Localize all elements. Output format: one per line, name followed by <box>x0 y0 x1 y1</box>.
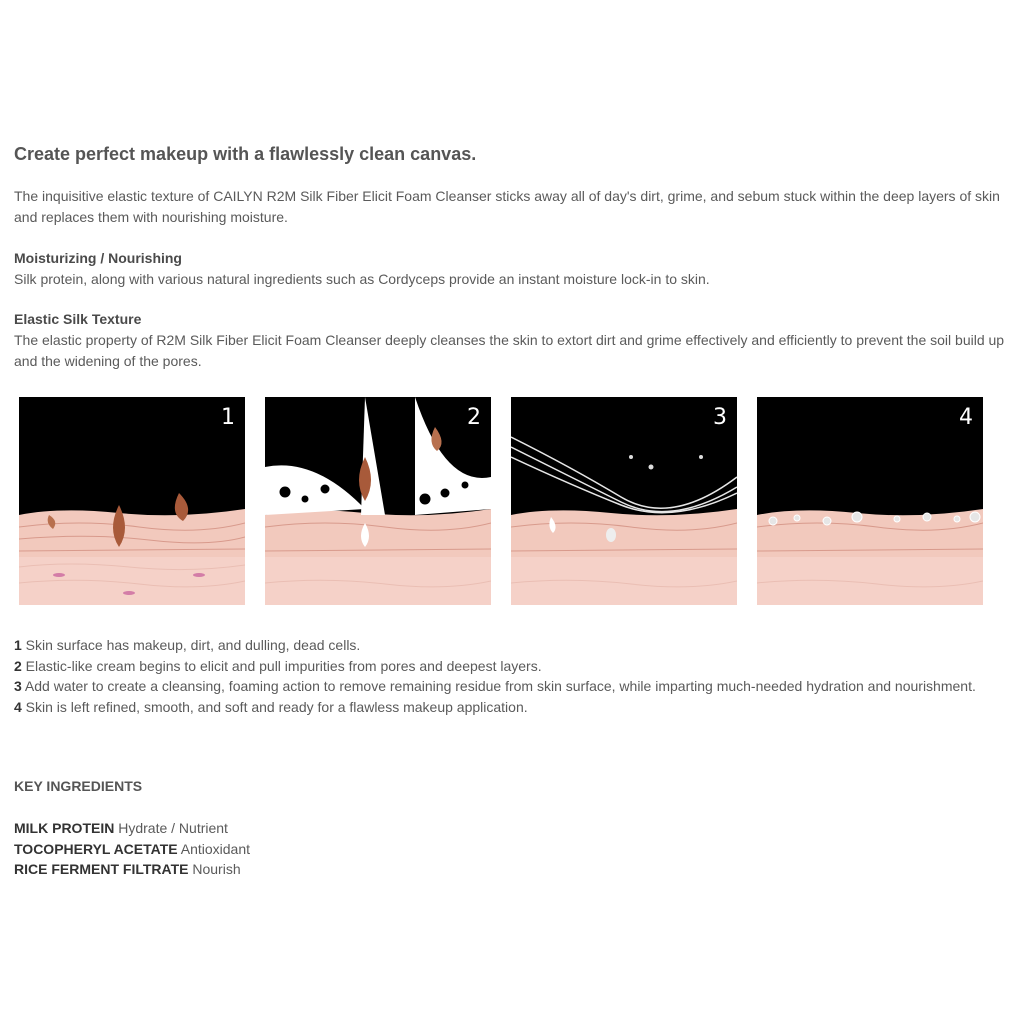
process-illustrations <box>19 397 983 605</box>
section-text-elastic: The elastic property of R2M Silk Fiber Elicit Foam Cleanser deeply cleanses the skin to extort dirt and grime effectively and efficiently to prevent the soil build up and the widening of the pores. <box>14 332 1005 369</box>
step-item: 1 Skin surface has makeup, dirt, and dulling, dead cells. <box>14 637 361 653</box>
step-item: 3 Add water to create a cleansing, foaming action to remove remaining residue from skin surface, while imparting much-needed hydration and nourishment. <box>14 678 976 695</box>
pull-impurities-illustration <box>265 397 491 605</box>
water-foam-illustration <box>511 397 737 605</box>
clean-skin-illustration <box>757 397 983 605</box>
ingredient-item: TOCOPHERYL ACETATE Antioxidant <box>14 840 250 857</box>
ingredient-item: MILK PROTEIN Hydrate / Nutrient <box>14 820 228 836</box>
panel-number: 2 <box>467 405 481 430</box>
page-headline: Create perfect makeup with a flawlessly clean canvas. <box>14 144 477 164</box>
process-panel-3 <box>511 397 737 605</box>
intro-paragraph: The inquisitive elastic texture of CAILYN R2M Silk Fiber Elicit Foam Cleanser sticks away all of day's dirt, grime, and sebum stuck within the deep layers of skin and replaces them with nourishing moisture. <box>14 188 1000 225</box>
skin-dirt-illustration <box>19 397 245 605</box>
panel-number: 4 <box>959 405 973 430</box>
section-title-moisturizing: Moisturizing / Nourishing <box>14 250 182 266</box>
step-item: 2 Elastic-like cream begins to elicit and pull impurities from pores and deepest layers. <box>14 657 542 674</box>
step-item: 4 Skin is left refined, smooth, and soft and ready for a flawless makeup application. <box>14 698 528 715</box>
ingredients-list <box>14 818 250 880</box>
process-panel-4 <box>757 397 983 605</box>
steps-list <box>14 635 976 717</box>
section-title-elastic: Elastic Silk Texture <box>14 311 142 327</box>
process-panel-2 <box>265 397 491 605</box>
section-text-moisturizing: Silk protein, along with various natural ingredients such as Cordyceps provide an instant moisture lock-in to skin. <box>14 271 710 287</box>
key-ingredients-title: KEY INGREDIENTS <box>14 778 143 794</box>
panel-number: 3 <box>713 405 727 430</box>
process-panel-1 <box>19 397 245 605</box>
panel-number: 1 <box>221 405 235 430</box>
ingredient-item: RICE FERMENT FILTRATE Nourish <box>14 861 241 878</box>
